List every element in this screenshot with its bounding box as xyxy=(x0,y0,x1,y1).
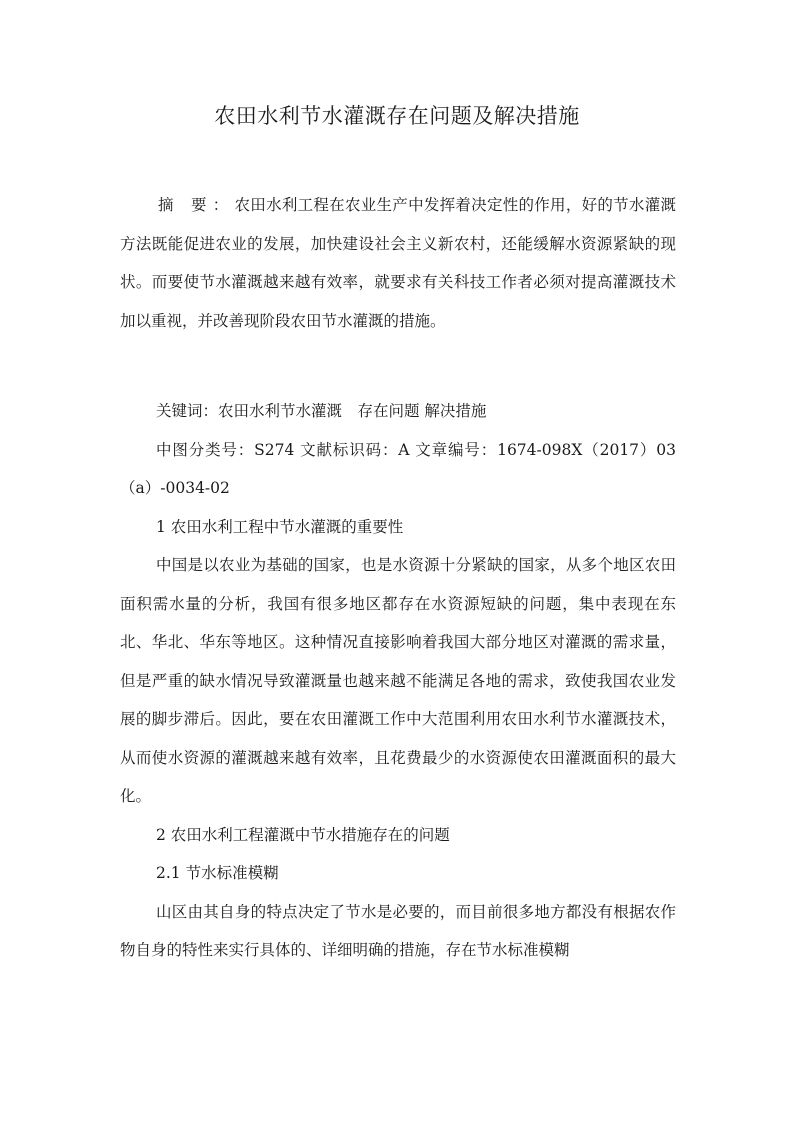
document-title: 农田水利节水灌溉存在问题及解决措施 xyxy=(214,104,580,128)
section-1-heading: 1 农田水利工程中节水灌溉的重要性 xyxy=(156,517,404,536)
abstract xyxy=(120,186,676,340)
classification-info: 中图分类号：S274 文献标识码：A 文章编号：1674-098X（2017）03（a）-0034-02 xyxy=(120,440,676,497)
keywords: 关键词：农田水利节水灌溉 存在问题 解决措施 xyxy=(156,402,487,420)
section-2-1-paragraph: 山区由其自身的特点决定了节水是必要的，而目前很多地方都没有根据农作物自身的特性来实行具体的、详细明确的措施，存在节水标准模糊 xyxy=(120,902,676,959)
section-2-heading: 2 农田水利工程灌溉中节水措施存在的问题 xyxy=(156,825,450,844)
document-body xyxy=(120,392,676,970)
abstract-text: 农田水利工程在农业生产中发挥着决定性的作用，好的节水灌溉方法既能促进农业的发展，加快建设社会主义新农村，还能缓解水资源紧缺的现状。而要使节水灌溉越来越有效率，就要求有关科技工作者必须对提高灌溉技术加以重视，并改善现阶段农田节水灌溉的措施。 xyxy=(120,196,676,330)
section-1-paragraph: 中国是以农业为基础的国家，也是水资源十分紧缺的国家，从多个地区农田面积需水量的分析，我国有很多地区都存在水资源短缺的问题，集中表现在东北、华北、华东等地区。这种情况直接影响着我国大部分地区对灌溉的需求量，但是严重的缺水情况导致灌溉量也越来越不能满足各地的需求，致使我国农业发展的脚步滞后。因此，要在农田灌溉工作中大范围利用农田水利节水灌溉技术，从而使水资源的灌溉越来越有效率，且花费最少的水资源使农田灌溉面积的最大化。 xyxy=(120,556,676,805)
section-2-1-heading: 2.1 节水标准模糊 xyxy=(156,864,279,882)
abstract-label: 摘 要： xyxy=(158,196,235,214)
